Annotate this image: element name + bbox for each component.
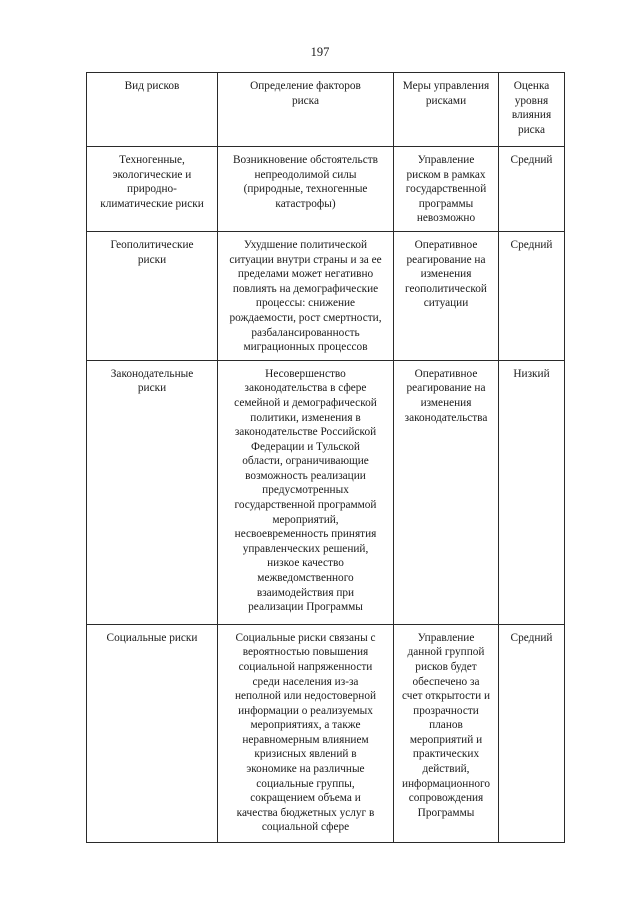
risk-level-cell [499,624,565,842]
page-number: 197 [310,45,330,59]
header-risk-type-label: Вид рисков [124,80,180,92]
risk-level-text: Средний [510,631,553,644]
risk-measures-cell [394,231,499,360]
risk-measures-text: Оперативное реагирование на изменения геополитической ситуации [405,238,487,310]
risk-measures-cell [394,147,499,232]
table-header-row [87,73,565,147]
risk-factors-cell [218,147,394,232]
risk-level-cell [499,231,565,360]
header-risk-measures [394,73,499,147]
risk-type-cell [87,147,218,232]
risk-factors-text: Ухудшение политической ситуации внутри страны и за ее пределами может негативно повлиять на демографические процессы: снижение рождаемости, рост смертности, разбалансированность миграционных процессов [229,238,382,354]
risk-level-text: Низкий [513,367,550,380]
risk-type-text: Законодательные риски [110,367,194,395]
header-risk-factors [218,73,394,147]
risk-type-cell [87,231,218,360]
risk-measures-text: Оперативное реагирование на изменения законодательства [404,367,488,424]
risk-factors-cell [218,231,394,360]
risk-table [86,72,565,843]
header-risk-factors-label: Определение факторов риска [250,80,361,107]
header-risk-level-label: Оценка уровня влияния риска [511,80,552,136]
risk-factors-text: Социальные риски связаны с вероятностью повышения социальной напряженности среди населения из-за неполной или недостоверной информации о реализуемых мероприятиях, а также неравномерным влиянием кризисных явлений в экономике на различные социальные группы, сокращением объема и качества бюджетных услуг в социальной сфере [234,631,377,834]
risk-level-text: Средний [510,154,553,166]
risk-level-text: Средний [510,238,553,251]
risk-measures-text: Управление риском в рамках государственной программы невозможно [405,154,487,225]
risk-factors-cell [218,360,394,624]
header-risk-measures-label: Меры управления рисками [402,80,490,107]
risk-type-cell [87,624,218,842]
risk-measures-cell [394,624,499,842]
risk-type-text: Социальные риски [106,631,198,644]
table-row [87,231,565,360]
risk-type-cell [87,360,218,624]
header-risk-level [499,73,565,147]
risk-type-text: Геополитические риски [110,238,194,266]
risk-level-cell [499,147,565,232]
risk-measures-text: Управление данной группой рисков будет обеспечено за счет открытости и прозрачности планов мероприятий и практических действий, информационного сопровождения Программы [401,631,491,819]
table-row [87,360,565,624]
risk-measures-cell [394,360,499,624]
table-row [87,147,565,232]
header-risk-type [87,73,218,147]
risk-factors-cell [218,624,394,842]
risk-level-cell [499,360,565,624]
table-row [87,624,565,842]
risk-factors-text: Возникновение обстоятельств непреодолимой силы (природные, техногенные катастрофы) [233,154,378,210]
risk-factors-text: Несовершенство законодательства в сфере семейной и демографической политики, изменения в законодательстве Российской Федерации и Тульской области, ограничивающие возможность реализации предусмотренных государственной программой мероприятий, несвоевременность принятия управленческих решений, низкое качество межведомственного взаимодействия при реализации Программы [234,367,377,614]
risk-type-text: Техногенные, экологические и природно- климатические риски [100,154,204,210]
